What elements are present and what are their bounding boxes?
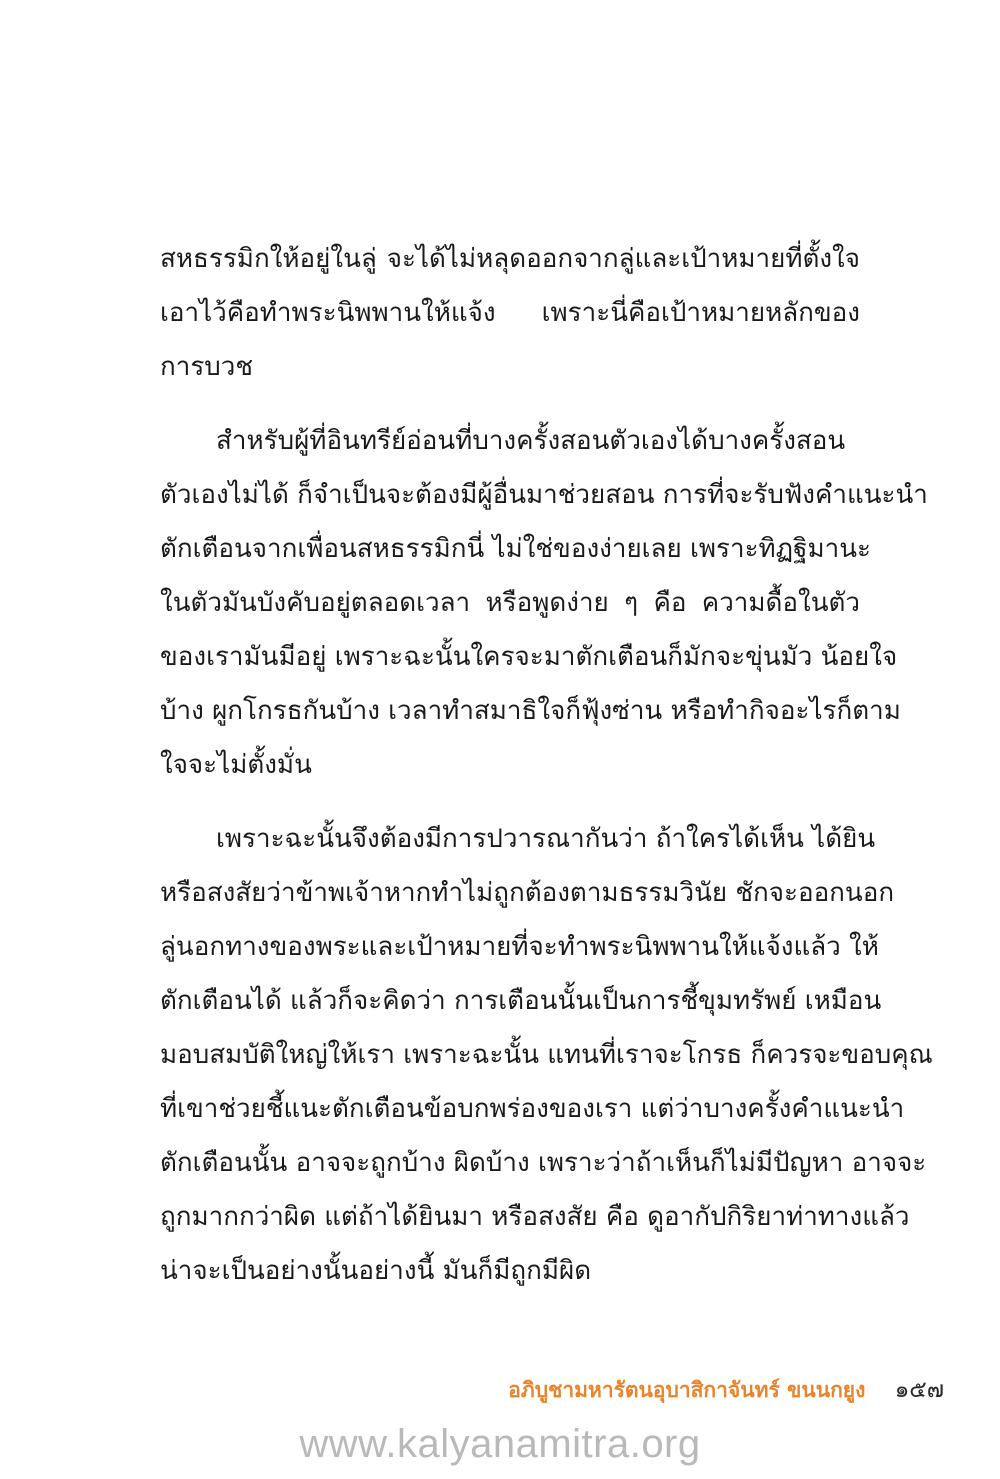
body-text [160,232,933,1318]
text-line: การบวช [160,352,254,382]
text-line: น่าจะเป็นอย่างนั้นอย่างนี้ มันก็มีถูกมีผิด [160,1256,592,1286]
text-line: มอบสมบัติใหญ่ให้เรา เพราะฉะนั้น แทนที่เราจะโกรธ ก็ควรจะขอบคุณ [160,1040,933,1070]
paragraph-2 [160,414,928,792]
text-line: ของเรามันมีอยู่ เพราะฉะนั้นใครจะมาตักเตือนก็มักจะขุ่นมัว น้อยใจ [160,642,898,672]
paragraph-3 [160,812,933,1298]
paragraph-1 [160,232,860,394]
text-line: หรือสงสัยว่าข้าพเจ้าหากทำไม่ถูกต้องตามธรรมวินัย ชักจะออกนอก [160,878,895,908]
page-number: ๑๕๗ [894,1377,944,1403]
text-line: ถูกมากกว่าผิด แต่ถ้าได้ยินมา หรือสงสัย คือ ดูอากัปกิริยาท่าทางแล้ว [160,1202,910,1232]
text-line: ตักเตือนจากเพื่อนสหธรรมิกนี่ ไม่ใช่ของง่ายเลย เพราะทิฏฐิมานะ [160,534,871,564]
text-line: ที่เขาช่วยชี้แนะตักเตือนข้อบกพร่องของเรา แต่ว่าบางครั้งคำแนะนำ [160,1094,905,1124]
text-line: ในตัวมันบังคับอยู่ตลอดเวลา หรือพูดง่าย ๆ คือ ความดื้อในตัว [160,588,860,618]
text-line: บ้าง ผูกโกรธกันบ้าง เวลาทำสมาธิใจก็ฟุ้งซ่าน หรือทำกิจอะไรก็ตาม [160,696,901,726]
text-line: สำหรับผู้ที่อินทรีย์อ่อนที่บางครั้งสอนตัวเองได้บางครั้งสอน [216,426,846,456]
text-line: ตักเตือนนั้น อาจจะถูกบ้าง ผิดบ้าง เพราะว่าถ้าเห็นก็ไม่มีปัญหา อาจจะ [160,1148,927,1178]
text-line: เพราะฉะนั้นจึงต้องมีการปวารณากันว่า ถ้าใครได้เห็น ได้ยิน [216,824,876,854]
text-line: เอาไว้คือทำพระนิพพานให้แจ้ง เพราะนี่คือเป้าหมายหลักของ [160,298,860,328]
watermark-url: www.kalyanamitra.org [299,1422,701,1466]
text-line: ลู่นอกทางของพระและเป้าหมายที่จะทำพระนิพพานให้แจ้งแล้ว ให้ [160,932,879,962]
text-line: ใจจะไม่ตั้งมั่น [160,750,312,780]
text-line: ตักเตือนได้ แล้วก็จะคิดว่า การเตือนนั้นเป็นการชี้ขุมทรัพย์ เหมือน [160,986,882,1016]
text-line: สหธรรมิกให้อยู่ในลู่ จะได้ไม่หลุดออกจากลู่และเป้าหมายที่ตั้งใจ [160,244,860,274]
book-title: อภิบูชามหารัตนอุบาสิกาจันทร์ ขนนกยูง [508,1378,866,1402]
page-footer [508,1372,944,1408]
text-line: ตัวเองไม่ได้ ก็จำเป็นจะต้องมีผู้อื่นมาช่วยสอน การที่จะรับฟังคำแนะนำ [160,480,928,510]
